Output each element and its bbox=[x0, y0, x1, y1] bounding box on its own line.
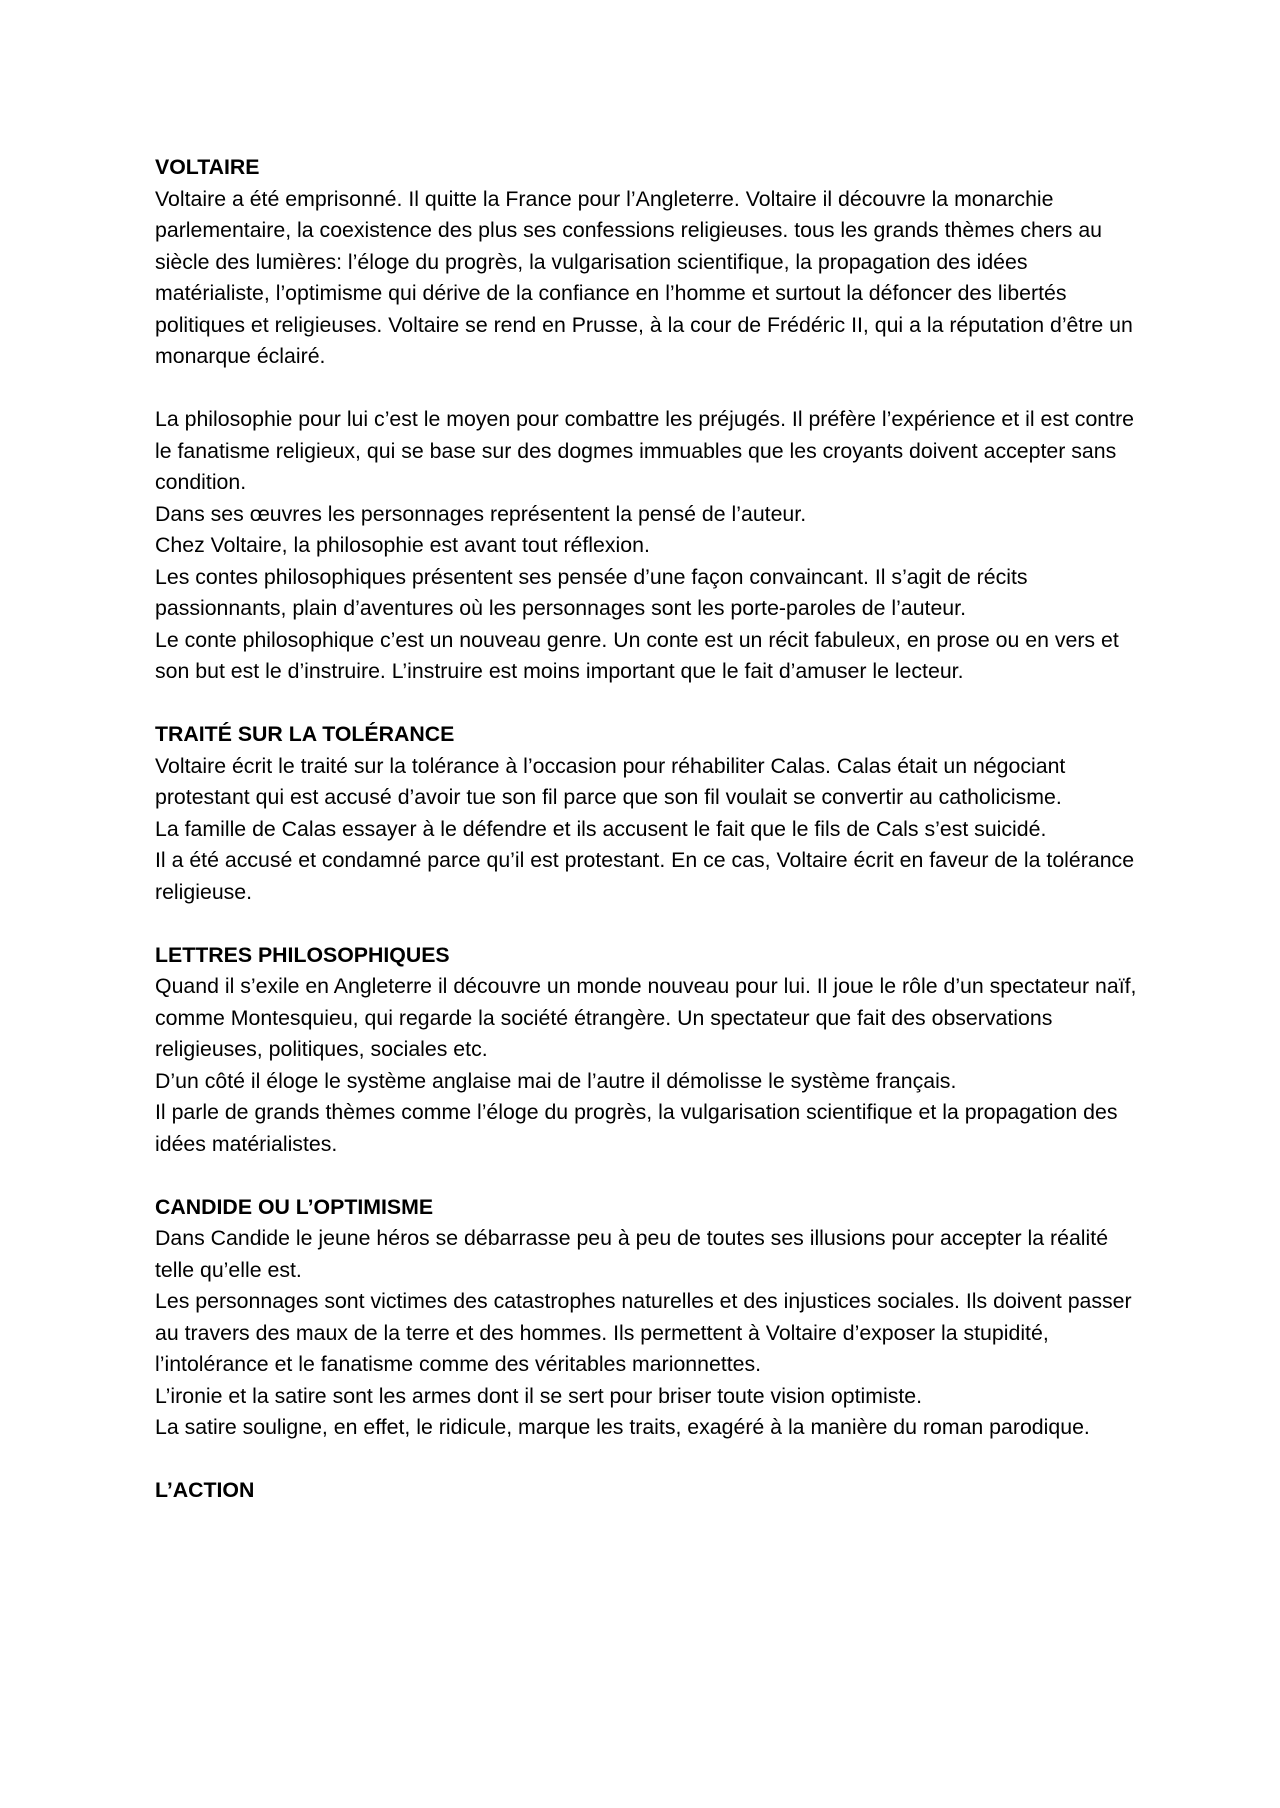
section-candide-ou-loptimisme bbox=[155, 1192, 1145, 1444]
paragraph: Les contes philosophiques présentent ses pensée d’une façon convaincant. Il s’agit de récits passionnants, plain d’aventures où les personnages sont les porte-paroles de l’auteur. bbox=[155, 564, 1028, 620]
section-voltaire bbox=[155, 152, 1145, 688]
paragraph: Voltaire a été emprisonné. Il quitte la France pour l’Angleterre. Voltaire il découvre la monarchie parlementaire, la coexistence des plus ses confessions religieuses. tous les grands thèmes chers au siècle des lumières: l’éloge du progrès, la vulgarisation scientifique, la propagation des idées matérialiste, l’optimisme qui dérive de la confiance en l’homme et surtout la défoncer des libertés politiques et religieuses. Voltaire se rend en Prusse, à la cour de Frédéric II, qui a la réputation d’être un monarque éclairé. bbox=[155, 186, 1133, 368]
paragraph: Le conte philosophique c’est un nouveau genre. Un conte est un récit fabuleux, en prose ou en vers et son but est le d’instruire. L’instruire est moins important que le fait d’amuser le lecteur. bbox=[155, 627, 1119, 683]
paragraph: La satire souligne, en effet, le ridicule, marque les traits, exagéré à la manière du roman parodique. bbox=[155, 1415, 1090, 1439]
paragraph: La philosophie pour lui c’est le moyen pour combattre les préjugés. Il préfère l’expérience et il est contre le fanatisme religieux, qui se base sur des dogmes immuables que les croyants doivent accepter sans condition. bbox=[155, 407, 1135, 494]
section-heading: VOLTAIRE bbox=[155, 155, 260, 179]
paragraph: La famille de Calas essayer à le défendre et ils accusent le fait que le fils de Cals s’est suicidé. bbox=[155, 816, 1047, 841]
paragraph: L’ironie et la satire sont les armes dont il se sert pour briser toute vision optimiste. bbox=[155, 1383, 923, 1408]
paragraph: Il parle de grands thèmes comme l’éloge du progrès, la vulgarisation scientifique et la propagation des idées matérialistes. bbox=[155, 1100, 1118, 1156]
document-page bbox=[155, 152, 1145, 1538]
paragraph: Voltaire écrit le traité sur la tolérance à l’occasion pour réhabiliter Calas. Calas était un négociant protestant qui est accusé d’avoir tue son fil parce que son fil voulait se convertir au catholicisme. bbox=[155, 753, 1066, 809]
paragraph: Les personnages sont victimes des catastrophes naturelles et des injustices sociales. Ils doivent passer au travers des maux de la terre et des hommes. Ils permettent à Voltaire d’exposer la stupidité, l’intolérance et le fanatisme comme des véritables marionnettes. bbox=[155, 1289, 1132, 1376]
paragraph: Quand il s’exile en Angleterre il découvre un monde nouveau pour lui. Il joue le rôle d’un spectateur naïf, comme Montesquieu, qui regarde la société étrangère. Un spectateur que fait des observations religieuses, politiques, sociales etc. bbox=[155, 974, 1137, 1061]
paragraph: Dans Candide le jeune héros se débarrasse peu à peu de toutes ses illusions pour accepter la réalité telle qu’elle est. bbox=[155, 1226, 1109, 1282]
paragraph: Il a été accusé et condamné parce qu’il est protestant. En ce cas, Voltaire écrit en faveur de la tolérance religieuse. bbox=[155, 848, 1135, 904]
section-lettres-philosophiques bbox=[155, 940, 1145, 1161]
paragraph: D’un côté il éloge le système anglaise mai de l’autre il démolisse le système français. bbox=[155, 1068, 957, 1093]
paragraph: Chez Voltaire, la philosophie est avant tout réflexion. bbox=[155, 533, 650, 557]
paragraph: Dans ses œuvres les personnages représentent la pensé de l’auteur. bbox=[155, 501, 807, 526]
section-heading: TRAITÉ SUR LA TOLÉRANCE bbox=[155, 722, 455, 746]
section-traite-sur-la-tolerance bbox=[155, 719, 1145, 908]
section-laction bbox=[155, 1475, 1145, 1507]
section-heading: CANDIDE OU L’OPTIMISME bbox=[155, 1194, 434, 1219]
section-heading: L’ACTION bbox=[155, 1478, 255, 1502]
section-heading: LETTRES PHILOSOPHIQUES bbox=[155, 942, 450, 967]
